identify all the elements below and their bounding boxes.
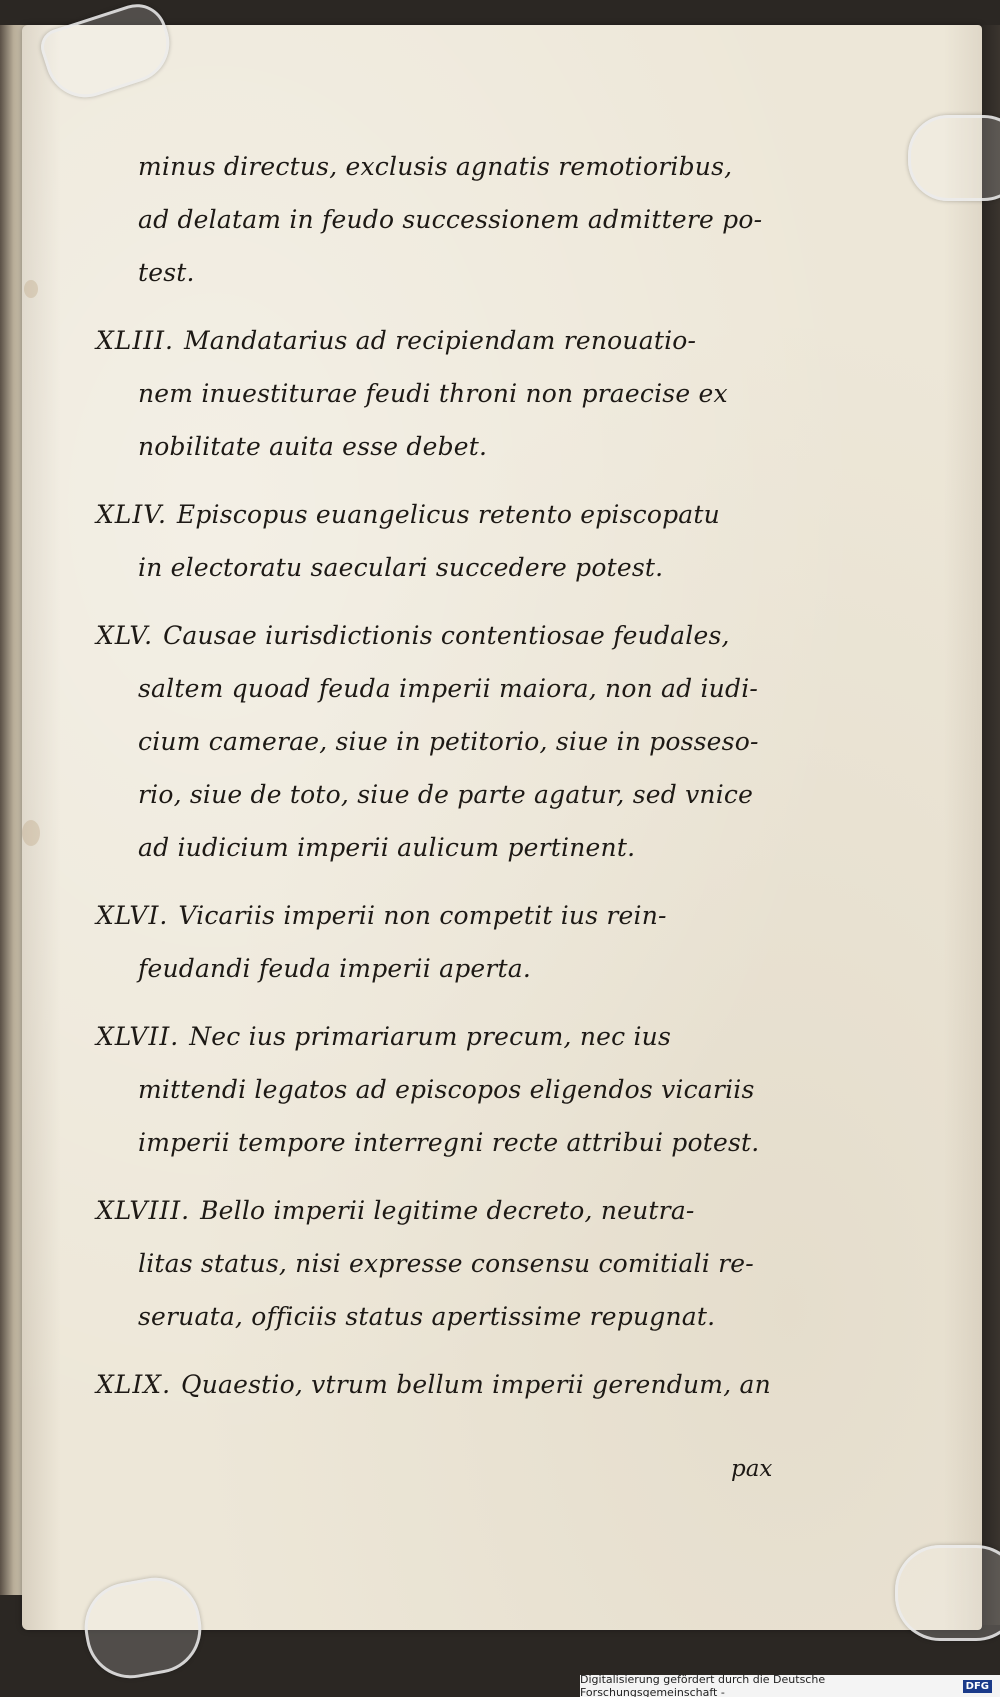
text-line: cium camerae, siue in petitorio, siue in posseso- — [138, 727, 759, 756]
text-line: rio, siue de toto, siue de parte agatur, sed vnice — [138, 780, 754, 809]
thesis-text: Mandatarius ad recipiendam renouatio- — [183, 326, 697, 355]
text-line: feudandi feuda imperii aperta. — [138, 954, 532, 983]
text-line — [96, 889, 796, 942]
text-line — [96, 314, 796, 367]
thesis-text: Quaestio, vtrum bellum imperii gerendum, an — [181, 1370, 771, 1399]
thesis-entry — [96, 609, 796, 874]
page-clip — [908, 115, 1000, 201]
text-line: seruata, officiis status apertissime repugnat. — [138, 1302, 716, 1331]
thesis-entry — [96, 1184, 796, 1343]
paper-stain — [22, 820, 40, 846]
text-line — [96, 1010, 796, 1063]
credit-text: Digitalisierung gefördert durch die Deutsche Forschungsgemeinschaft - — [580, 1673, 826, 1697]
text-line: nobilitate auita esse debet. — [138, 432, 488, 461]
paper-stain — [24, 280, 38, 298]
text-line: ad delatam in feudo successionem admittere po- — [138, 205, 763, 234]
text-line — [96, 1358, 796, 1411]
thesis-entry — [96, 1010, 796, 1169]
text-line — [96, 609, 796, 662]
thesis-entry — [96, 1358, 796, 1411]
page-clip — [895, 1545, 1000, 1641]
digitization-credit — [580, 1675, 1000, 1697]
thesis-number: XLIII. — [96, 326, 174, 355]
thesis-number: XLVIII. — [96, 1196, 191, 1225]
page-edge — [982, 25, 1000, 1625]
thesis-entry — [96, 314, 796, 473]
text-line: litas status, nisi expresse consensu comitiali re- — [138, 1249, 754, 1278]
thesis-text: Episcopus euangelicus retento episcopatu — [176, 500, 720, 529]
text-line: nem inuestiturae feudi throni non praecise ex — [138, 379, 728, 408]
thesis-text: Bello imperii legitime decreto, neutra- — [200, 1196, 695, 1225]
thesis-entry — [96, 889, 796, 995]
thesis-entry — [96, 488, 796, 594]
thesis-number: XLVI. — [96, 901, 169, 930]
thesis-text: Causae iurisdictionis contentiosae feudales, — [163, 621, 730, 650]
page-text — [96, 140, 796, 1426]
text-line: minus directus, exclusis agnatis remotioribus, — [138, 152, 733, 181]
text-line: ad iudicium imperii aulicum pertinent. — [138, 833, 636, 862]
thesis-number: XLVII. — [96, 1022, 180, 1051]
text-line — [96, 488, 796, 541]
text-line: mittendi legatos ad episcopos eligendos vicariis — [138, 1075, 755, 1104]
text-line: in electoratu saeculari succedere potest. — [138, 553, 664, 582]
thesis-number: XLV. — [96, 621, 154, 650]
text-line: test. — [138, 258, 195, 287]
catchword: pax — [731, 1456, 773, 1482]
continued-paragraph — [96, 140, 796, 299]
dfg-logo: DFG — [963, 1680, 992, 1693]
thesis-number: XLIV. — [96, 500, 167, 529]
thesis-text: Nec ius primariarum precum, nec ius — [189, 1022, 672, 1051]
text-line: imperii tempore interregni recte attribui potest. — [138, 1128, 760, 1157]
thesis-text: Vicariis imperii non competit ius rein- — [178, 901, 667, 930]
text-line — [96, 1184, 796, 1237]
text-line: saltem quoad feuda imperii maiora, non ad iudi- — [138, 674, 759, 703]
thesis-number: XLIX. — [96, 1370, 172, 1399]
